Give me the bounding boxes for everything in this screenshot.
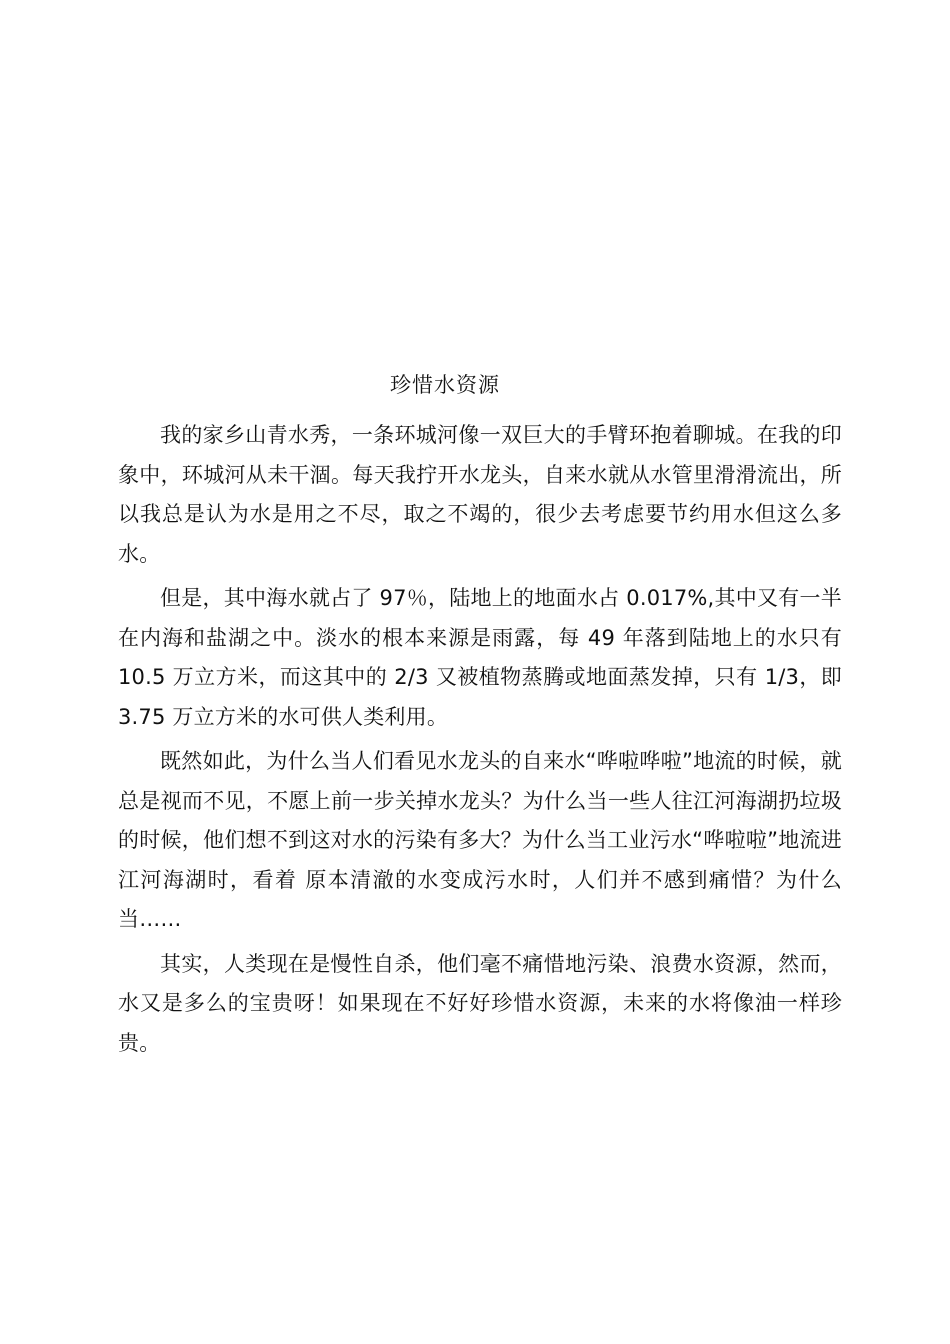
- paragraph-4: 其实，人类现在是慢性自杀，他们毫不痛惜地污染、浪费水资源，然而，水又是多么的宝贵呀！如果现在不好好珍惜水资源，未来的水将像油一样珍贵。: [118, 951, 842, 1055]
- document-title: 珍惜水资源: [390, 373, 500, 397]
- document-body: [118, 416, 842, 1063]
- paragraph-1: 我的家乡山青水秀，一条环城河像一双巨大的手臂环抱着聊城。在我的印象中，环城河从未干涸。每天我拧开水龙头，自来水就从水管里滑滑流出，所以我总是认为水是用之不尽，取之不竭的，很少去考虑要节约用水但这么多水。: [118, 423, 842, 566]
- paragraph-2: 但是，其中海水就占了 97％，陆地上的地面水占 0.017%,其中又有一半在内海和盐湖之中。淡水的根本来源是雨露，每 49 年落到陆地上的水只有 10.5 万立方米，而这其中的 2/3 又被植物蒸腾或地面蒸发掉，只有 1/3，即 3.75 万立方米的水可供人类利用。: [118, 586, 842, 729]
- paragraph-3: 既然如此，为什么当人们看见水龙头的自来水“哗啦哗啦”地流的时候，就总是视而不见，不愿上前一步关掉水龙头？为什么当一些人往江河海湖扔垃圾的时候，他们想不到这对水的污染有多大？为什么当工业污水“哗啦啦”地流进江河海湖时，看着 原本清澈的水变成污水时，人们并不感到痛惜？为什么当……: [118, 749, 842, 931]
